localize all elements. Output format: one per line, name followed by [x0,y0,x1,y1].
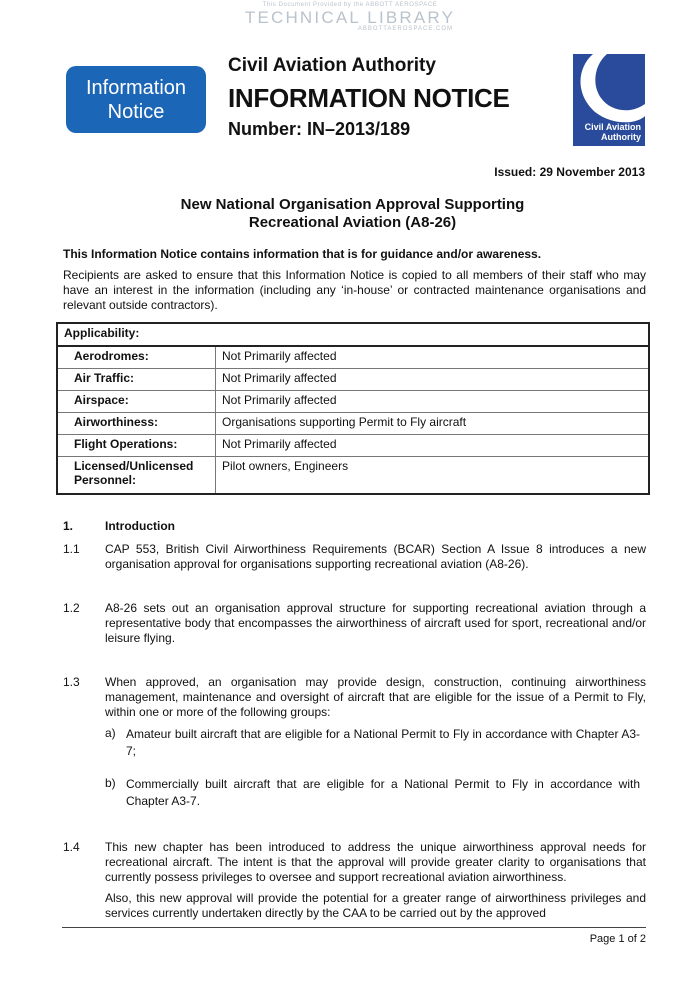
organisation-name: Civil Aviation Authority [228,55,436,76]
paragraph-1-2: A8-26 sets out an organisation approval structure for supporting recreational aviation through a representative body that encompasses the airworthiness of aircraft used for sport, recreational and/or leisure flying. [105,601,646,645]
document-title: New National Organisation Approval Supporting Recreational Aviation (A8-26) [180,196,525,231]
row-value: Pilot owners, Engineers [216,457,650,495]
row-value: Organisations supporting Permit to Fly aircraft [216,413,650,435]
watermark [225,2,475,33]
footer-divider [62,927,646,928]
guidance-statement: This Information Notice contains information that is for guidance and/or awareness. [63,247,542,261]
list-item-label: a) [105,726,116,740]
paragraph-number: 1.3 [63,675,80,689]
list-item: Commercially built aircraft that are eligible for a National Permit to Fly in accordance with Chapter A3-7. [126,777,640,808]
paragraph-1-3: When approved, an organisation may provide design, construction, continuing airworthiness management, maintenance and oversight of aircraft that are eligible for the issue of a Permit to Fly, within one or more of the following groups: [105,675,646,719]
row-label: Air Traffic: [57,369,216,391]
logo-text: Civil Aviation Authority [584,122,641,142]
row-value: Not Primarily affected [216,435,650,457]
row-label: Airworthiness: [57,413,216,435]
list-item: Amateur built aircraft that are eligible for a National Permit to Fly in accordance with Chapter A3-7; [126,727,640,758]
row-value: Not Primarily affected [216,346,650,369]
row-label: Flight Operations: [57,435,216,457]
paragraph-1-1: CAP 553, British Civil Airworthiness Requirements (BCAR) Section A Issue 8 introduces a new organisation approval for organisations supporting recreational aviation (A8-26). [105,542,646,571]
row-label: Licensed/Unlicensed Personnel: [57,457,216,495]
row-label: Airspace: [57,391,216,413]
table-row [57,346,649,369]
section-number: 1. [63,519,74,533]
watermark-top: This Document Provided by the ABBOTT AEROSPACE [262,2,438,8]
table-row [57,413,649,435]
row-value: Not Primarily affected [216,391,650,413]
row-label: Aerodromes: [57,346,216,369]
table-row [57,391,649,413]
notice-number: Number: IN–2013/189 [228,119,411,139]
recipients-paragraph: Recipients are asked to ensure that this Information Notice is copied to all members of their staff who may have an interest in the information (including any ‘in-house’ or contracted maintenance organisations and relevant outside contractors). [63,268,646,312]
applicability-header-row [57,323,649,346]
paragraph-number: 1.4 [63,840,80,854]
list-item-label: b) [105,776,116,790]
information-notice-badge [66,66,206,133]
page-number: Page 1 of 2 [589,933,646,945]
issued-date: Issued: 29 November 2013 [494,165,645,179]
paragraph-1-4-continued: Also, this new approval will provide the potential for a greater range of airworthiness privileges and services currently undertaken directly by the CAA to be carried out by the approved [105,891,646,920]
badge-line1: Information [85,76,187,99]
watermark-url: ABBOTTAEROSPACE.COM [357,26,453,32]
row-value: Not Primarily affected [216,369,650,391]
table-row [57,369,649,391]
table-row [57,457,649,495]
paragraph-number: 1.2 [63,601,80,615]
section-heading: Introduction [105,519,175,533]
paragraph-1-4: This new chapter has been introduced to address the unique airworthiness approval needs for recreational aircraft. The intent is that the approval will provide greater clarity to organisations that currently possess privileges to oversee and support recreational aviation airworthiness. [105,840,646,884]
applicability-table [56,322,650,495]
caa-logo [573,54,645,146]
paragraph-number: 1.1 [63,542,80,556]
table-row [57,435,649,457]
notice-type-title: INFORMATION NOTICE [228,83,510,113]
applicability-heading: Applicability: [57,323,649,346]
watermark-title: TECHNICAL LIBRARY [244,8,456,27]
badge-line2: Notice [107,100,165,123]
